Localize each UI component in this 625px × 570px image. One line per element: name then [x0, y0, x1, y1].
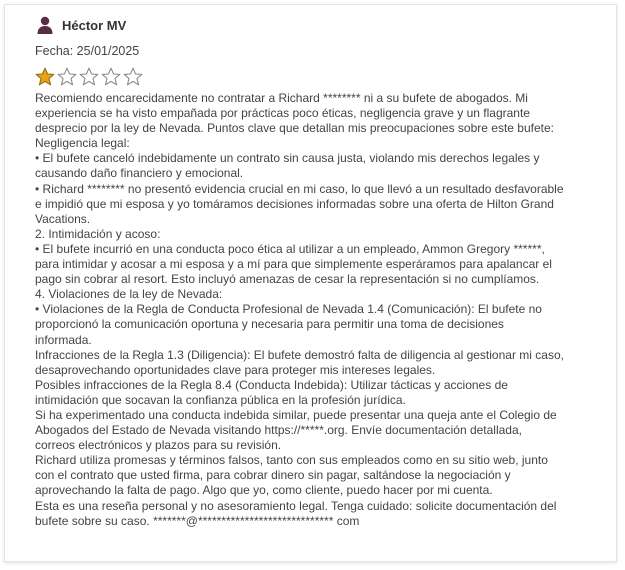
review-card — [4, 4, 617, 562]
review-body-line: • El bufete canceló indebidamente un contrato sin causa justa, violando mis derechos legales y — [35, 151, 540, 166]
review-body-line: Richard utiliza promesas y términos falsos, tanto con sus empleados como en su sitio web, junto — [35, 453, 548, 468]
star-empty-icon — [123, 67, 143, 87]
review-date: Fecha: 25/01/2025 — [35, 44, 140, 58]
star-empty-icon — [101, 67, 121, 87]
review-body-line: desaprovechando oportunidades clave para proteger mis intereses legales. — [35, 362, 436, 377]
review-body-line: pago sin cobrar al resort. Esto incluyó amenazas de cesar la representación si no cumplíamos. — [35, 272, 540, 287]
review-header — [37, 15, 616, 35]
review-body-line: causando daño financiero y emocional. — [35, 166, 244, 181]
author-name: Héctor MV — [62, 17, 127, 33]
review-body-line: Recomiendo encarecidamente no contratar a Richard ******** ni a su bufete de abogados. Mi — [35, 91, 528, 105]
review-body-line: Abogados del Estado de Nevada visitando https://*****.org. Envíe documentación detallada, — [35, 423, 522, 438]
review-body-line: con el contrato que usted firma, para cobrar dinero sin pagar, saltándose la negociación y — [35, 468, 511, 483]
star-empty-icon — [79, 67, 99, 87]
review-body-line: Vacations. — [35, 211, 91, 226]
review-body-line: experiencia se ha visto empañada por prácticas poco éticas, negligencia grave y un flagrante — [35, 106, 530, 121]
star-filled-icon — [35, 67, 55, 87]
review-body — [35, 91, 590, 529]
review-body-line: 4. Violaciones de la ley de Nevada: — [35, 287, 223, 302]
review-body-line: • Richard ******** no presentó evidencia crucial en mi caso, lo que llevó a un resultado desfavorable — [35, 181, 564, 196]
review-body-line: • El bufete incurrió en una conducta poco ética al utilizar a un empleado, Ammon Gregory ******, — [35, 241, 545, 256]
star-empty-icon — [57, 67, 77, 87]
review-body-line: bufete sobre su caso. *******@***************************** com — [35, 513, 360, 528]
review-body-line: • Violaciones de la Regla de Conducta Profesional de Nevada 1.4 (Comunicación): El bufete no — [35, 302, 542, 317]
star-rating — [35, 67, 616, 87]
review-body-line: correos electrónicos y plazos para su revisión. — [35, 438, 282, 453]
review-body-line: proporcionó la comunicación oportuna y necesaria para permitir una toma de decisiones — [35, 317, 504, 332]
review-body-line: Posibles infracciones de la Regla 8.4 (Conducta Indebida): Utilizar tácticas y acciones de — [35, 377, 508, 392]
review-body-line: Negligencia legal: — [35, 136, 130, 151]
review-body-line: aprovechando la falta de pago. Algo que yo, como cliente, puedo hacer por mi cuenta. — [35, 483, 493, 498]
user-icon — [37, 16, 53, 34]
review-body-line: Si ha experimentado una conducta indebida similar, puede presentar una queja ante el Colegio de — [35, 407, 557, 422]
review-body-line: e impidió que mi esposa y yo tomáramos decisiones informadas sobre una oferta de Hilton Grand — [35, 196, 554, 211]
review-body-line: Infracciones de la Regla 1.3 (Diligencia): El bufete demostró falta de diligencia al gestionar mi caso, — [35, 347, 564, 362]
review-body-line: para intimidar y acosar a mi esposa y a mí para que simplemente esperáramos para apalancar el — [35, 257, 552, 272]
review-body-line: informada. — [35, 332, 92, 347]
review-body-line: Esta es una reseña personal y no asesoramiento legal. Tenga cuidado: solicite documentación del — [35, 498, 557, 513]
review-body-line: intimidación que socavan la confianza pública en la profesión jurídica. — [35, 392, 406, 407]
review-body-line: desprecio por la ley de Nevada. Puntos clave que detallan mis preocupaciones sobre este bufete: — [35, 121, 554, 136]
review-body-line: 2. Intimidación y acoso: — [35, 226, 161, 241]
